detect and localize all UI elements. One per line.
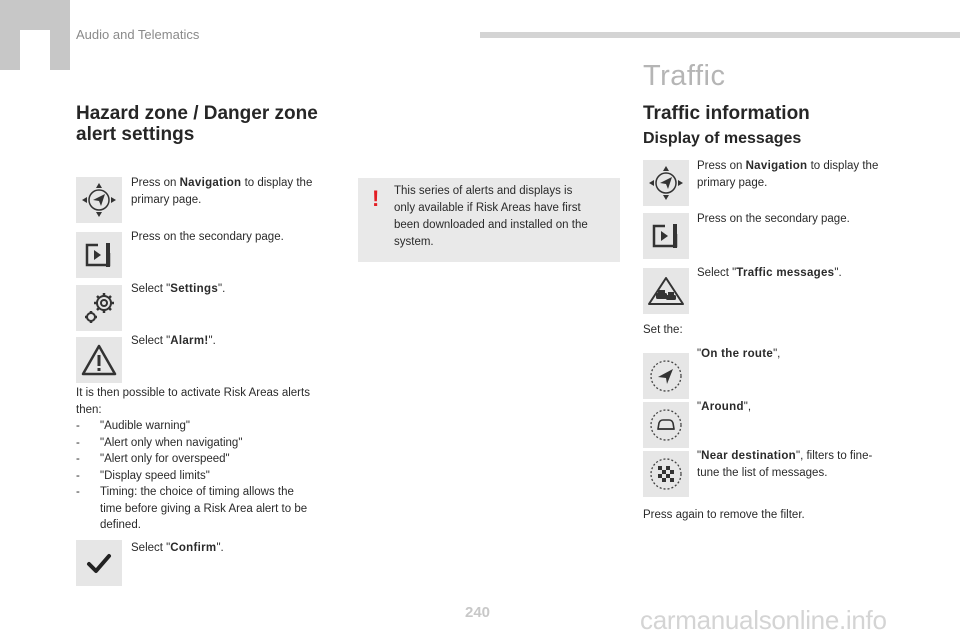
left-heading-line1: Hazard zone / Danger zone <box>76 103 318 124</box>
notice-line: only available if Risk Areas have first <box>394 202 581 214</box>
option-bold-text: Around <box>701 401 744 413</box>
notice-box <box>358 178 620 262</box>
option-text: " <box>697 450 702 462</box>
list-item <box>76 468 346 485</box>
step-text: Select " <box>131 542 171 554</box>
list-dash: - <box>76 486 80 498</box>
list-dash: - <box>76 453 80 465</box>
option-bold-text: Near destination <box>701 450 796 462</box>
exclamation-icon: ! <box>372 186 380 211</box>
notice-line: system. <box>394 236 434 248</box>
secondary-page-arrow-icon <box>76 232 122 278</box>
option-text: ", filters to fine- <box>796 450 873 462</box>
list-dash: - <box>76 436 80 449</box>
list-dash: - <box>76 420 80 432</box>
chapter-tab-notch <box>20 30 50 70</box>
list-text: "Display speed limits" <box>100 469 210 482</box>
paragraph-line: It is then possible to activate Risk Areas alerts <box>76 387 310 399</box>
step-text: Select " <box>131 283 171 295</box>
list-item <box>76 418 346 435</box>
settings-gears-icon <box>76 285 122 331</box>
step-text: Select " <box>697 267 737 279</box>
step-text: Press on <box>131 177 180 189</box>
watermark: carmanualsonline.info <box>640 605 887 635</box>
left-heading-line2: alert settings <box>76 124 195 145</box>
list-text: "Audible warning" <box>100 420 190 432</box>
list-item <box>76 484 346 534</box>
step-bold-text: Navigation <box>745 160 808 172</box>
step-bold-text: Alarm! <box>170 335 209 347</box>
chapter-tab <box>0 0 70 70</box>
destination-flag-icon <box>643 451 689 497</box>
traffic-cars-icon <box>643 268 689 314</box>
left-step-alarm <box>131 333 216 350</box>
step-text: to display the <box>807 160 879 172</box>
list-item <box>76 435 346 452</box>
option-bold-text: On the route <box>701 348 774 360</box>
section-title: Traffic <box>643 60 726 92</box>
left-heading <box>76 103 318 145</box>
list-item <box>76 451 346 468</box>
step-text: Select " <box>131 335 171 347</box>
step-bold-text: Traffic messages <box>736 267 835 279</box>
option-text: ", <box>743 401 752 413</box>
right-subheading: Display of messages <box>643 130 802 147</box>
step-text: primary page. <box>131 193 202 206</box>
warning-triangle-icon <box>76 337 122 383</box>
remove-filter-text: Press again to remove the filter. <box>643 509 805 521</box>
route-arrow-icon <box>643 353 689 399</box>
right-step-navigation <box>697 158 917 191</box>
left-step-confirm <box>131 540 224 557</box>
risk-areas-paragraph <box>76 385 346 534</box>
set-the-label: Set the: <box>643 324 683 336</box>
option-text: " <box>697 401 702 413</box>
step-bold-text: Confirm <box>170 542 217 554</box>
list-text: "Alert only for overspeed" <box>100 453 230 465</box>
option-text: " <box>697 348 702 360</box>
option-around <box>697 399 751 416</box>
list-text: time before giving a Risk Area alert to be <box>100 502 308 515</box>
left-step-settings <box>131 281 225 298</box>
list-dash: - <box>76 469 80 482</box>
chapter-title: Audio and Telematics <box>76 27 200 42</box>
notice-text <box>394 183 608 251</box>
list-text: Timing: the choice of timing allows the <box>100 486 294 498</box>
page-number: 240 <box>465 604 491 621</box>
step-text: to display the <box>241 177 313 189</box>
notice-line: been downloaded and installed on the <box>394 219 588 231</box>
right-step-traffic <box>697 265 842 282</box>
notice-line: This series of alerts and displays is <box>394 185 573 197</box>
step-text: ". <box>208 335 216 347</box>
right-heading: Traffic information <box>643 103 810 124</box>
left-step-navigation <box>131 175 331 208</box>
list-text: "Alert only when navigating" <box>100 436 243 449</box>
right-step-secondary: Press on the secondary page. <box>697 213 850 225</box>
step-text: ". <box>216 542 224 554</box>
option-on-the-route <box>697 346 780 363</box>
paragraph-line: then: <box>76 403 102 416</box>
left-step-secondary: Press on the secondary page. <box>131 231 284 243</box>
option-text: tune the list of messages. <box>697 466 828 479</box>
navigation-dial-icon <box>643 160 689 206</box>
step-text: primary page. <box>697 176 768 189</box>
header-rule <box>480 32 960 38</box>
option-near-destination <box>697 448 907 481</box>
navigation-dial-icon <box>76 177 122 223</box>
option-text: ", <box>773 348 781 360</box>
step-text: ". <box>834 267 842 279</box>
checkmark-icon <box>76 540 122 586</box>
around-car-icon <box>643 402 689 448</box>
step-bold-text: Navigation <box>179 177 242 189</box>
step-text: ". <box>218 283 226 295</box>
secondary-page-arrow-icon <box>643 213 689 259</box>
step-text: Press on <box>697 160 746 172</box>
list-text: defined. <box>100 519 141 531</box>
step-bold-text: Settings <box>170 283 219 295</box>
